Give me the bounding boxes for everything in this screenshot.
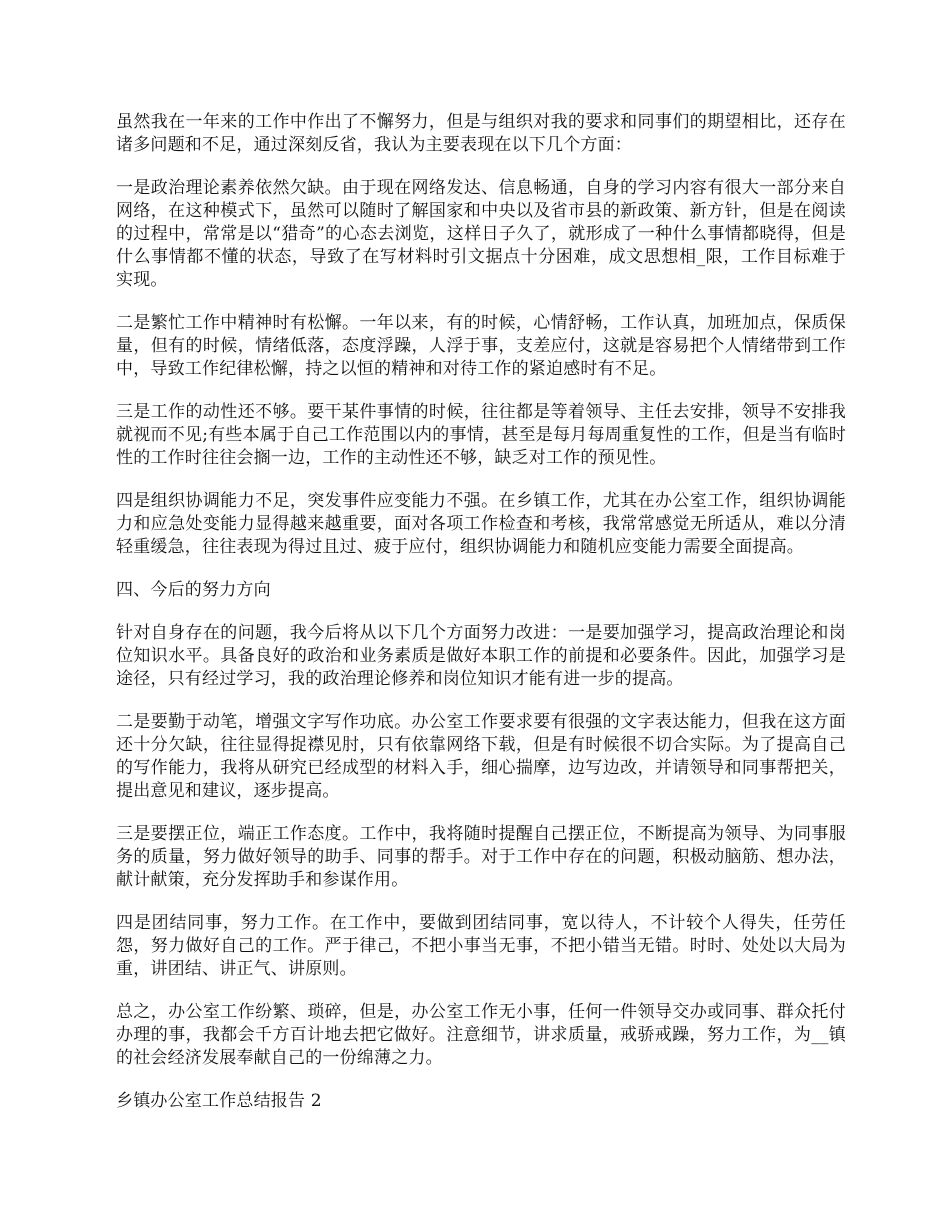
paragraph-point-1: 一是政治理论素养依然欠缺。由于现在网络发达、信息畅通，自身的学习内容有很大一部分来自网络，在这种模式下，虽然可以随时了解国家和中央以及省市县的新政策、新方针，但是在阅读的过程中，常常是以“猎奇”的心态去浏览，这样日子久了，就形成了一种什么事情都晓得，但是什么事情都不懂的状态，导致了在写材料时引文据点十分困难，成文思想相_限，工作目标难于实现。	[116, 178, 846, 290]
paragraph-intro: 虽然我在一年来的工作中作出了不懈努力，但是与组织对我的要求和同事们的期望相比，还存在诸多问题和不足，通过深刻反省，我认为主要表现在以下几个方面：	[116, 112, 846, 155]
paragraph-point-3: 三是工作的动性还不够。要干某件事情的时候，往往都是等着领导、主任去安排，领导不安排我就视而不见;有些本属于自己工作范围以内的事情，甚至是每月每周重复性的工作，但是当有临时性的工作时往往会搁一边，工作的主动性还不够，缺乏对工作的预见性。	[116, 402, 846, 468]
paragraph-point-4: 四是组织协调能力不足，突发事件应变能力不强。在乡镇工作，尤其在办公室工作，组织协调能力和应急处变能力显得越来越重要，面对各项工作检查和考核，我常常感觉无所适从，难以分清轻重缓急，往往表现为得过且过、疲于应付，组织协调能力和随机应变能力需要全面提高。	[116, 491, 846, 557]
paragraph-improvement-3: 三是要摆正位，端正工作态度。工作中，我将随时提醒自己摆正位，不断提高为领导、为同事服务的质量，努力做好领导的助手、同事的帮手。对于工作中存在的问题，积极动脑筋、想办法，献计献策，充分发挥助手和参谋作用。	[116, 824, 846, 890]
paragraph-conclusion: 总之，办公室工作纷繁、琐碎，但是，办公室工作无小事，任何一件领导交办或同事、群众托付办理的事，我都会千方百计地去把它做好。注意细节，讲求质量，戒骄戒躁，努力工作，为__镇的社会经济发展奉献自己的一份绵薄之力。	[116, 1002, 846, 1068]
document-body	[116, 111, 846, 1133]
section-heading-future-direction: 四、今后的努力方向	[116, 580, 271, 600]
paragraph-improvement-4: 四是团结同事，努力工作。在工作中，要做到团结同事，宽以待人，不计较个人得失，任劳任怨，努力做好自己的工作。严于律己，不把小事当无事，不把小错当无错。时时、处处以大局为重，讲团结、讲正气、讲原则。	[116, 913, 846, 979]
next-report-title: 乡镇办公室工作总结报告 2	[116, 1091, 322, 1111]
paragraph-point-2: 二是繁忙工作中精神时有松懈。一年以来，有的时候，心情舒畅，工作认真，加班加点，保质保量，但有的时候，情绪低落，态度浮躁，人浮于事，支差应付，这就是容易把个人情绪带到工作中，导致工作纪律松懈，持之以恒的精神和对待工作的紧迫感时有不足。	[116, 313, 846, 379]
paragraph-improvement-1: 针对自身存在的问题，我今后将从以下几个方面努力改进：一是要加强学习，提高政治理论和岗位知识水平。具备良好的政治和业务素质是做好本职工作的前提和必要条件。因此，加强学习是途径，只有经过学习，我的政治理论修养和岗位知识才能有进一步的提高。	[116, 623, 846, 689]
paragraph-improvement-2: 二是要勤于动笔，增强文字写作功底。办公室工作要求要有很强的文字表达能力，但我在这方面还十分欠缺，往往显得捉襟见肘，只有依靠网络下载，但是有时候很不切合实际。为了提高自己的写作能力，我将从研究已经成型的材料入手，细心揣摩，边写边改，并请领导和同事帮把关，提出意见和建议，逐步提高。	[116, 712, 846, 801]
